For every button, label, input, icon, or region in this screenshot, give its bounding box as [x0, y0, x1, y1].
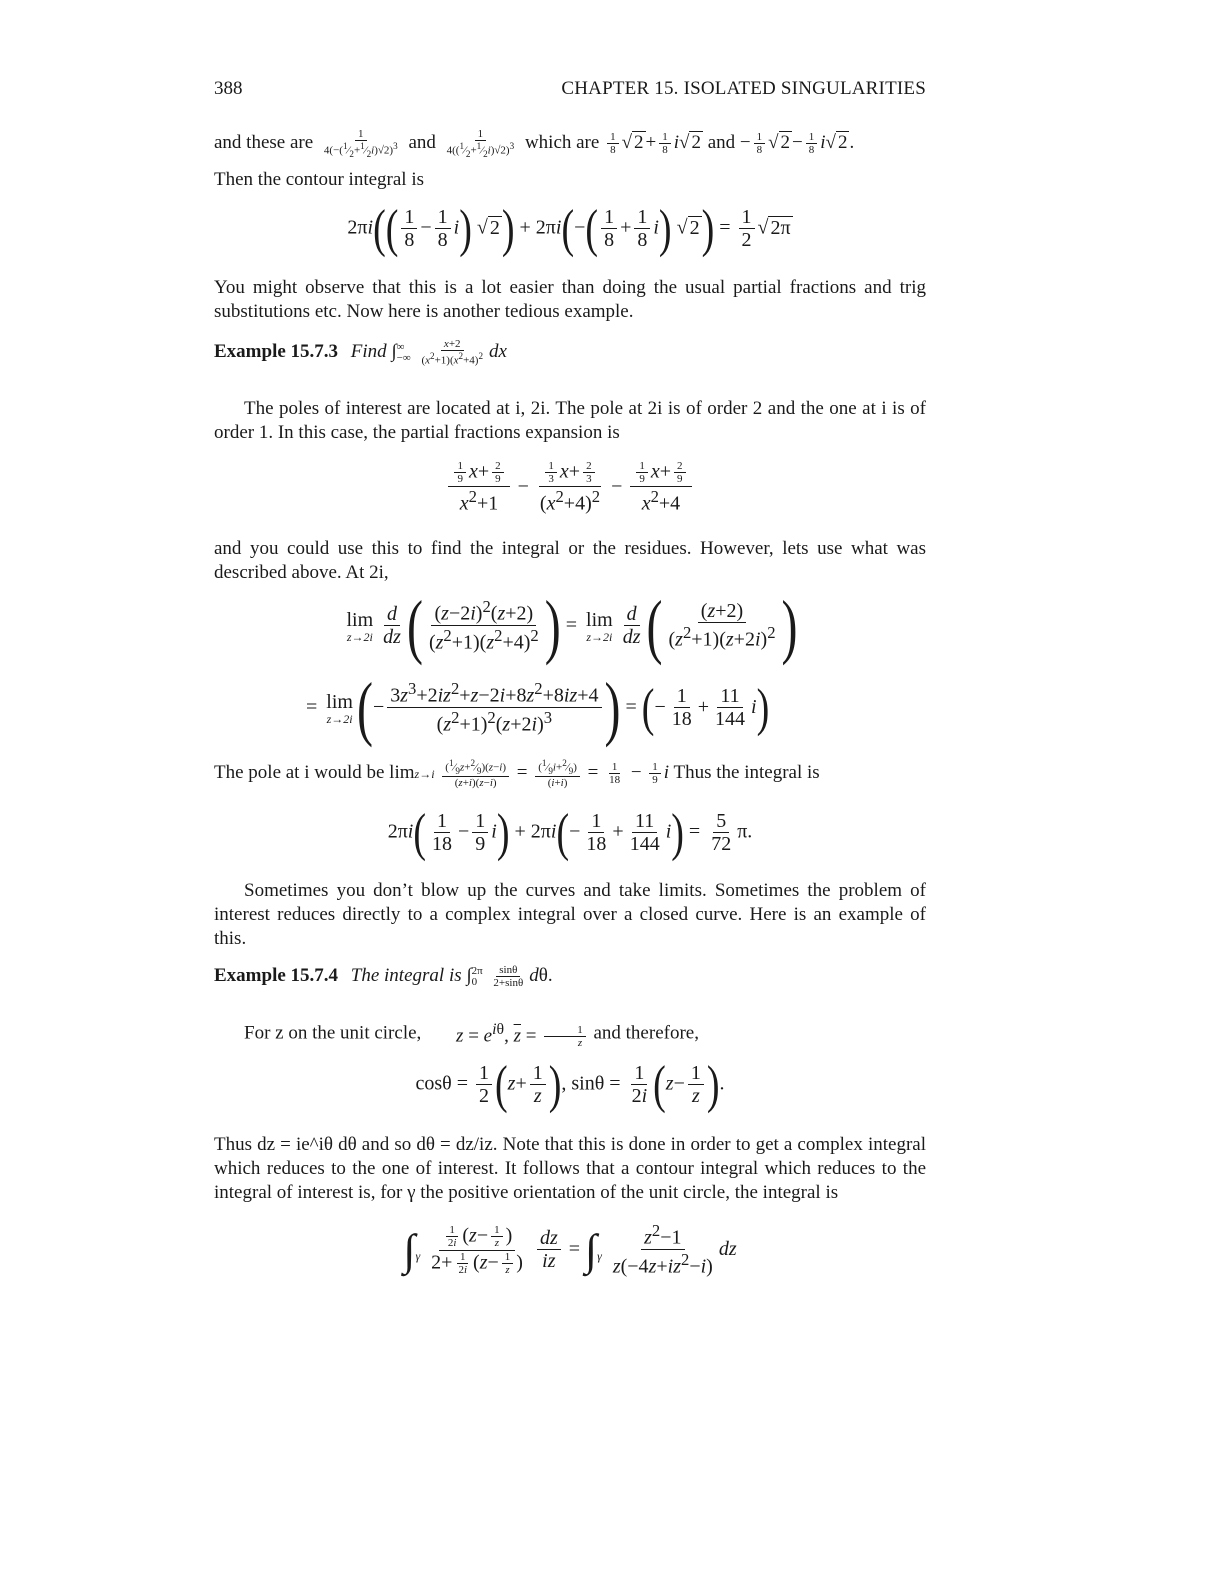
- example-integral: ∫ ∞ −∞ $\frac{x+2}{(x^2+1)(x^2+4)^2}$ dx: [391, 338, 507, 367]
- paragraph-unit-circle: For z on the unit circle, $z = e^{i\theta}$, $\overline{z}$ = $\frac{1}{z}$ and therefore,: [244, 1021, 699, 1050]
- equation-integral-value: 2πi( $\frac{1}{18}$ − $\frac{1}{9}$ i) + 2πi(− $\frac{1}{18}$ + $\frac{11}{144}$ i) = $\frac{5}{72}$ π.: [387, 803, 753, 863]
- paragraph-pole-at-i: The pole at i would be limz→i $\frac{(^1⁄_9z+^2⁄_9)(z-i)}{(z+i)(z-i)}$ = $\frac{(^1⁄_9i+^2⁄_9)}{(i+i)}$ = $\frac{1}{18}$ − $\frac{1}{9}$ i Thus the integral is: [214, 758, 820, 789]
- example-15-7-3: Example 15.7.3 Find ∫ ∞ −∞ $\frac{x+2}{(x^2+1)(x^2+4)^2}$ dx: [214, 338, 507, 367]
- residue-fraction-1: $\frac{1}{4(-(^1⁄_2+^1⁄_2i)√2)^3}$: [323, 128, 398, 159]
- paragraph-residues: and these are $\frac{1}{4(-(^1⁄_2+^1⁄_2i)√2)^3}$ and $\frac{1}{4((^1⁄_2+^1⁄_2i)√2)^3}$ which are $\frac{1}{8}$ √ 2 + $\frac{1}{8}$ i√ 2 and − $\frac{1}{8}$ √ 2 − $\frac{1}{8}$ i√ 2 .: [214, 128, 855, 159]
- paragraph-contour-reduction: Thus dz = ie^iθ dθ and so dθ = dz/iz. Note that this is done in order to get a complex integral which reduces to the one of interest. It follows that a contour integral which reduces to the integral of interest is, for γ the positive orientation of the unit circle, the integral is: [214, 1134, 926, 1203]
- paragraph-observation: You might observe that this is a lot easier than doing the usual partial fractions and trig substitutions etc. Now here is another tedious example.: [214, 277, 926, 322]
- equation-partial-fractions: $\frac{1}{9}$ x+ $\frac{2}{9}$ $x^2+1$ − $\frac{1}{3}$ x+ $\frac{2}{3}$ $(x^2+4)^2$ − $\frac{1}{9}$ x+ $\frac{2}{9}$ $x^2+4$: [214, 460, 926, 515]
- example-trig-integral: ∫ 2π 0 $\frac{\sin\theta}{2+\sin\theta}$ dθ.: [466, 964, 553, 990]
- paragraph-poles: The poles of interest are located at i, 2i. The pole at 2i is of order 2 and the one at i is of order 1. In this case, the partial fractions expansion is: [214, 398, 926, 443]
- page-header: [214, 78, 926, 104]
- equation-contour-integral: $\int_\gamma$ $\frac{1}{2i}$ (z− $\frac{1}{z}$ ) 2+ $\frac{1}{2i}$ (z− $\frac{1}{z}$ ) $\frac{dz}{iz}$ = $\int_\gamma$ $\frac{z^2-1}{z(-4z+iz^2-i)}$ dz: [403, 1221, 737, 1278]
- paragraph-residue-approach: and you could use this to find the integral or the residues. However, lets use what was described above. At 2i,: [214, 538, 926, 583]
- paragraph-contour-intro: Then the contour integral is: [214, 169, 424, 190]
- equation-cos-sin: cosθ = $\frac{1}{2}$ (z+ $\frac{1}{z}$ ), sinθ = $\frac{1}{2i}$ (z− $\frac{1}{z}$ ).: [415, 1055, 725, 1115]
- page-number: 388: [214, 78, 243, 99]
- equation-limit-result: = lim z→2i (− $\frac{3z^3+2iz^2+z-2i+8z^2+8iz+4}{(z^2+1)^2(z+2i)^3}$ ) = (− $\frac{1}{18}$ + $\frac{11}{144}$ i): [306, 668, 770, 748]
- residue-fraction-2: $\frac{1}{4((^1⁄_2+^1⁄_2i)√2)^3}$: [446, 128, 515, 159]
- example-15-7-4: Example 15.7.4 The integral is ∫ 2π 0 $\frac{\sin\theta}{2+\sin\theta}$ dθ.: [214, 964, 553, 990]
- paragraph-closed-curve: Sometimes you don’t blow up the curves and take limits. Sometimes the problem of interest reduces directly to a complex integral over a closed curve. Here is an example of this.: [214, 880, 926, 949]
- equation-contour-sum: 2πi(( $\frac{1}{8}$ − $\frac{1}{8}$ i) √ 2) + 2πi(−( $\frac{1}{8}$ + $\frac{1}{8}$ i) √ 2) = $\frac{1}{2}$ √ 2π: [347, 199, 791, 259]
- equation-limit-derivative: lim z→2i $\frac{d}{dz}$ ( $\frac{(z-2i)^2(z+2)}{(z^2+1)(z^2+4)^2}$ ) = lim z→2i $\frac{d}{dz}$ ( $\frac{(z+2)}{(z^2+1)(z+2i)^2}$ ): [346, 586, 798, 666]
- chapter-title: CHAPTER 15. ISOLATED SINGULARITIES: [561, 78, 926, 99]
